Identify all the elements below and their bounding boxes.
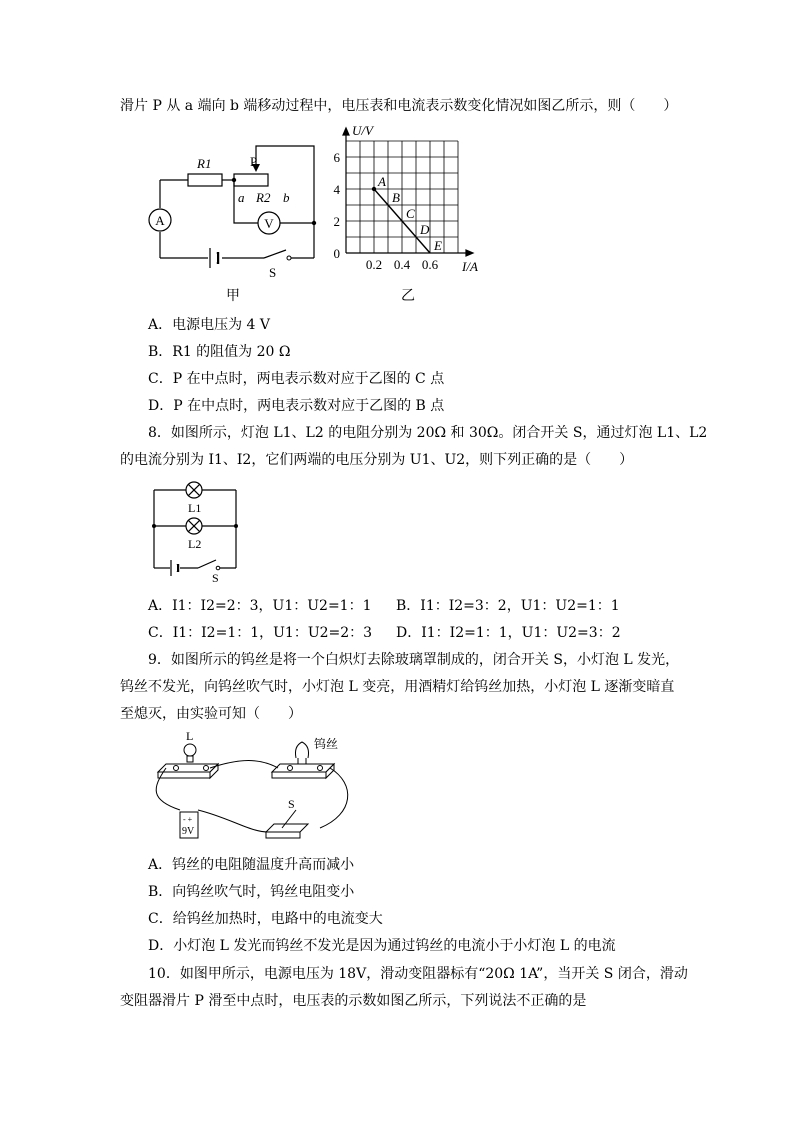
- label-r1: R1: [197, 156, 212, 171]
- point-a-dot: [372, 187, 376, 191]
- label-b: b: [283, 190, 290, 205]
- q9-option-c: C．给钨丝加热时，电路中的电流变大: [148, 911, 383, 927]
- point-label: D: [420, 222, 430, 237]
- q9-option-b: B．向钨丝吹气时，钨丝电阻变小: [148, 884, 355, 900]
- lamp-l-bulb-icon: [184, 744, 196, 756]
- chart-x-axis-label: I/A: [462, 259, 478, 274]
- y-tick-label: 2: [333, 214, 340, 229]
- label-lamp-l: L: [186, 729, 194, 743]
- label-battery-voltage: 9V: [182, 826, 195, 837]
- point-label: B: [392, 190, 400, 205]
- point-label: C: [406, 206, 415, 221]
- q8-option-c: C．I1：I2=1：1，U1：U2=2：3: [148, 625, 373, 641]
- chart-x-ticks: [366, 257, 439, 272]
- chart-series: [372, 174, 442, 253]
- label-voltmeter: V: [264, 216, 274, 231]
- x-tick-label: 0.2: [365, 257, 383, 272]
- chart-y-axis-label: U/V: [352, 125, 373, 138]
- q7-option-c: C．P 在中点时，两电表示数对应于乙图的 C 点: [148, 371, 445, 387]
- y-tick-label: 0: [333, 246, 340, 261]
- tungsten-filament-icon: [295, 742, 308, 758]
- caption-yi: 乙: [401, 289, 415, 304]
- label-switch-q9: S: [288, 797, 295, 811]
- x-tick-label: 0.4: [393, 257, 411, 272]
- q8-option-b: B．I1：I2=3：2，U1：U2=1：1: [396, 598, 620, 614]
- q7-circuit-figure-jia: [146, 140, 326, 305]
- q8-circuit-figure: [146, 476, 246, 586]
- q8-stem-line2: 的电流分别为 I1、I2，它们两端的电压分别为 U1、U2，则下列正确的是（ ）: [120, 452, 634, 468]
- label-p: P: [250, 154, 258, 169]
- caption-jia: 甲: [226, 289, 240, 304]
- label-r2: R2: [256, 190, 271, 205]
- q9-option-a: A．钨丝的电阻随温度升高而减小: [148, 857, 355, 873]
- q7-option-d: D．P 在中点时，两电表示数对应于乙图的 B 点: [148, 398, 445, 414]
- q10-stem-line1: 10．如图甲所示，电源电压为 18V，滑动变阻器标有“20Ω 1A”，当开关 S 闭合，滑动: [148, 966, 688, 982]
- q10-stem-line2: 变阻器滑片 P 滑至中点时，电压表的示数如图乙所示，下列说法不正确的是: [120, 993, 587, 1009]
- y-tick-label: 6: [333, 150, 340, 165]
- q7-option-b: B．R1 的阻值为 20 Ω: [148, 344, 291, 360]
- chart-y-ticks: [334, 150, 341, 261]
- label-tungsten: 钨丝: [314, 737, 339, 751]
- x-axis-arrow: [466, 250, 473, 256]
- label-l2: L2: [188, 537, 202, 551]
- q8-option-a: A．I1：I2=2：3，U1：U2=1：1: [148, 598, 372, 614]
- q7-stem-tail: 滑片 P 从 a 端向 b 端移动过程中，电压表和电流表示数变化情况如图乙所示，则（ ）: [120, 98, 678, 114]
- q8-option-d: D．I1：I2=1：1，U1：U2=3：2: [396, 625, 621, 641]
- x-tick-label: 0.6: [421, 257, 439, 272]
- resistor-r2: [234, 174, 268, 186]
- label-ammeter: A: [155, 213, 165, 228]
- q8-stem-line1: 8．如图所示，灯泡 L1、L2 的电阻分别为 20Ω 和 30Ω。闭合开关 S，通过灯泡 L1、L2: [148, 425, 708, 441]
- point-label: A: [378, 174, 386, 189]
- q9-stem-line3: 至熄灭，由实验可知（ ）: [120, 706, 302, 722]
- q9-option-d: D．小灯泡 L 发光而钨丝不发光是因为通过钨丝的电流小于小灯泡 L 的电流: [148, 938, 616, 954]
- y-axis-arrow: [343, 128, 349, 135]
- resistor-r1: [188, 174, 222, 186]
- label-battery-terminals: - +: [183, 815, 193, 824]
- q9-stem-line1: 9．如图所示的钨丝是将一个白炽灯去除玻璃罩制成的，闭合开关 S，小灯泡 L 发光，: [148, 652, 680, 668]
- label-switch: S: [269, 265, 277, 280]
- label-switch-q8: S: [212, 571, 219, 585]
- q7-option-a: A．电源电压为 4 V: [148, 317, 271, 333]
- q9-stem-line2: 钨丝不发光，向钨丝吹气时，小灯泡 L 变亮，用酒精灯给钨丝加热，小灯泡 L 逐渐变暗直: [120, 679, 675, 695]
- chart-grid: [346, 141, 458, 253]
- label-a: a: [238, 190, 245, 205]
- label-l1: L1: [188, 501, 202, 515]
- y-tick-label: 4: [333, 182, 340, 197]
- point-label: E: [434, 238, 442, 253]
- q7-ui-graph-yi: [326, 125, 496, 305]
- q9-apparatus-figure: [150, 728, 360, 848]
